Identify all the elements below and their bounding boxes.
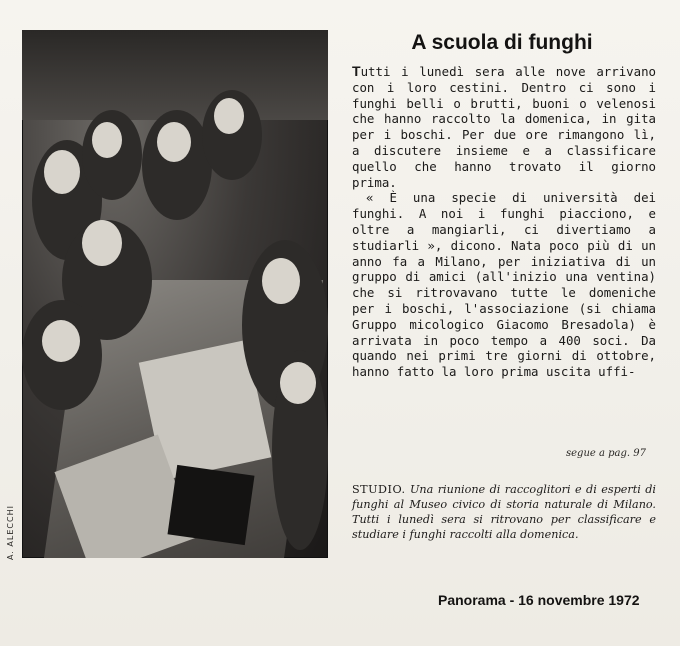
photo-face (262, 258, 300, 304)
photo-face (157, 122, 191, 162)
photo-face (82, 220, 122, 266)
article-paragraph-1 (352, 64, 656, 190)
photo-background-wall (22, 30, 328, 120)
continued-note: segue a pag. 97 (566, 448, 646, 459)
article-paragraph-2: « È una specie di università dei funghi. A noi i funghi piacciono, e oltre a mangiarli, ci divertiamo a studiarli », dicono. Nata poco più di un anno fa a Milano, per iniziativa di un gruppo di amici (all'inizio una ventina) che si ritrovavano tutte le domeniche per i boschi, l'associazione (si chiama Gruppo micologico Giacomo Bresadola) è arrivata in poco tempo a 400 soci. Da quando nei primi tre giorni di ottobre, hanno fatto la loro prima uscita uffi- (352, 190, 656, 380)
photo-caption (352, 482, 656, 542)
source-footer: Panorama - 16 novembre 1972 (438, 592, 640, 608)
photo-face (44, 150, 80, 194)
photo-face (42, 320, 80, 362)
photo-face (214, 98, 244, 134)
article-photo (22, 30, 328, 558)
article-body (352, 64, 656, 380)
caption-text: Una riunione di raccoglitori e di esperti di funghi al Museo civico di storia naturale di Milano. Tutti i lunedì sera si ritrovano per classificare e studiare i funghi raccolti alla domenica. (352, 483, 656, 541)
photo-book (168, 465, 255, 545)
photo-credit-text: A. ALECCHI (6, 505, 15, 560)
photo-face (280, 362, 316, 404)
photo-credit (6, 505, 15, 560)
article-paragraph-1-text: utti i lunedì sera alle nove arrivano con i loro cestini. Dentro ci sono i funghi belli o brutti, buoni o velenosi che hanno raccolto la domenica, in gita per i boschi. Per due ore rimangono lì, a discutere insieme e a classificare quello che hanno trovato il giorno prima. (352, 64, 656, 190)
photo-face (92, 122, 122, 158)
caption-lead: STUDIO. (352, 483, 406, 496)
article-dropcap: T (352, 63, 361, 79)
article-title: A scuola di funghi (411, 31, 593, 54)
